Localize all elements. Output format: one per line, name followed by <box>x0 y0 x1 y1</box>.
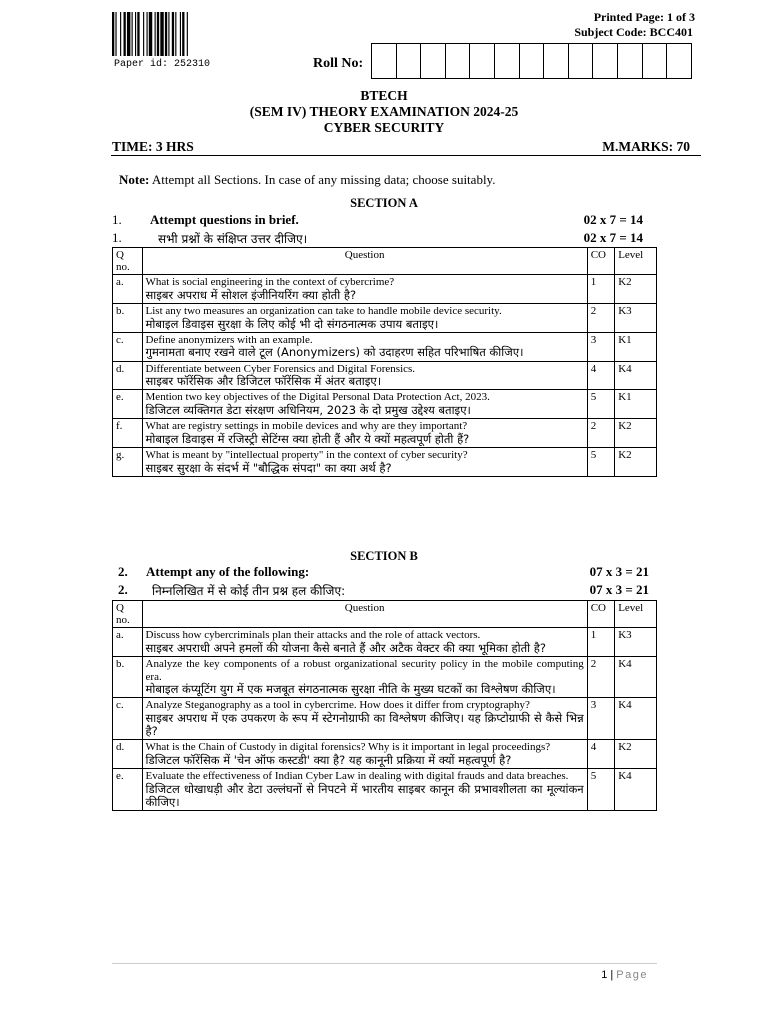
question-number: g. <box>113 448 143 477</box>
barcode-bar <box>112 12 114 56</box>
roll-no-box[interactable] <box>520 44 545 78</box>
section-b-number-hi: 2. <box>118 582 128 597</box>
printed-page: Printed Page: 1 of 3 <box>593 10 695 24</box>
question-number: d. <box>113 740 143 769</box>
roll-no-box[interactable] <box>618 44 643 78</box>
question-hindi: मोबाइल डिवाइस में रजिस्ट्री सेटिंग्स क्या होती हैं और ये क्यों महत्वपूर्ण होती हैं? <box>145 431 470 446</box>
footer-divider <box>112 963 657 964</box>
roll-no-box[interactable] <box>397 44 422 78</box>
question-english: List any two measures an organization can take to handle mobile device security. <box>145 304 502 317</box>
page-separator: | <box>607 969 617 981</box>
question-co: 2 <box>587 303 615 332</box>
section-a-marks: 02 x 7 = 14 <box>583 212 643 227</box>
section-a-number-hi: 1. <box>112 230 122 245</box>
roll-no-box[interactable] <box>593 44 618 78</box>
question-level: K2 <box>615 740 657 769</box>
question-co: 2 <box>587 656 615 698</box>
question-number: b. <box>113 303 143 332</box>
section-a-instruction-text: Attempt questions in brief. <box>150 212 299 227</box>
question-co: 1 <box>587 628 615 657</box>
paper-id: Paper id: 252310 <box>114 59 211 70</box>
question-hindi: डिजिटल धोखाधड़ी और डेटा उल्लंघनों से निपटने में भारतीय साइबर कानून की प्रभावशीलता का मूल्यांकन कीजिए। <box>145 781 584 810</box>
question-row <box>113 419 657 448</box>
note <box>119 172 495 188</box>
question-row <box>113 769 657 811</box>
question-co: 5 <box>587 390 615 419</box>
question-co: 3 <box>587 698 615 740</box>
question-english: Define anonymizers with an example. <box>145 333 313 346</box>
question-level: K4 <box>615 656 657 698</box>
question-english: Evaluate the effectiveness of Indian Cyber Law in dealing with digital frauds and data breaches. <box>145 770 569 783</box>
question-level: K3 <box>615 628 657 657</box>
question-row <box>113 698 657 740</box>
barcode-bar <box>160 12 163 56</box>
section-b-instruction-en <box>118 564 649 580</box>
question-co: 5 <box>587 769 615 811</box>
roll-no-box[interactable] <box>544 44 569 78</box>
section-b-number: 2. <box>118 564 128 579</box>
question-level: K4 <box>615 361 657 390</box>
roll-no-box[interactable] <box>667 44 692 78</box>
question-hindi: डिजिटल फॉरेंसिक में 'चेन ऑफ कस्टडी' क्या है? यह कानूनी प्रक्रिया में क्यों महत्वपूर्ण है? <box>145 753 512 768</box>
question-level: K2 <box>615 448 657 477</box>
barcode-bar <box>155 12 156 56</box>
question-hindi: गुमनामता बनाए रखने वाले टूल (Anonymizers) को उदाहरण सहित परिभाषित कीजिए। <box>145 345 524 360</box>
question-row <box>113 361 657 390</box>
section-a-instruction-en <box>112 212 643 228</box>
question-hindi: साइबर सुरक्षा के संदर्भ में "बौद्धिक संपदा" का क्या अर्थ है? <box>145 460 392 475</box>
note-label: Note: <box>119 172 150 187</box>
header-question: Question <box>142 248 587 275</box>
header-qno: Q no. <box>113 601 143 628</box>
barcode-bar <box>175 12 176 56</box>
note-text: Attempt all Sections. In case of any missing data; choose suitably. <box>151 172 496 187</box>
question-english: What are registry settings in mobile devices and why are they important? <box>145 420 468 433</box>
question-english: Differentiate between Cyber Forensics and Digital Forensics. <box>145 362 416 375</box>
page-number: 1 <box>601 969 608 981</box>
question-text <box>142 275 587 304</box>
question-english: Mention two key objectives of the Digital Personal Data Protection Act, 2023. <box>145 391 490 404</box>
time-label: TIME: 3 HRS <box>112 139 194 154</box>
barcode-bar <box>135 12 136 56</box>
header-qno: Q no. <box>113 248 143 275</box>
barcode-bar <box>115 12 116 56</box>
barcode-bar <box>165 12 167 56</box>
barcode-bar <box>120 12 121 56</box>
question-text <box>142 740 587 769</box>
question-english: What is social engineering in the context of cybercrime? <box>145 276 395 288</box>
subject-code: Subject Code: BCC401 <box>574 25 693 39</box>
header-question: Question <box>142 601 587 628</box>
header-level: Level <box>615 601 657 628</box>
roll-no-box[interactable] <box>643 44 668 78</box>
question-text <box>142 448 587 477</box>
question-co: 4 <box>587 740 615 769</box>
question-number: f. <box>113 419 143 448</box>
section-a-table <box>112 247 657 477</box>
roll-no-boxes[interactable] <box>371 43 692 79</box>
barcode <box>112 12 216 56</box>
question-row <box>113 390 657 419</box>
question-text <box>142 419 587 448</box>
question-number: c. <box>113 332 143 361</box>
question-number: d. <box>113 361 143 390</box>
roll-no-box[interactable] <box>372 44 397 78</box>
question-level: K4 <box>615 769 657 811</box>
page-word: Page <box>616 969 648 981</box>
question-co: 4 <box>587 361 615 390</box>
question-level: K1 <box>615 332 657 361</box>
question-level: K2 <box>615 275 657 304</box>
roll-no-box[interactable] <box>470 44 495 78</box>
roll-no-box[interactable] <box>446 44 471 78</box>
section-a-instruction-hindi: सभी प्रश्नों के संक्षिप्त उत्तर दीजिए। <box>158 232 308 246</box>
question-text <box>142 390 587 419</box>
question-hindi: साइबर अपराधी अपने हमलों की योजना कैसे बनाते हैं और अटैक वेक्टर की क्या भूमिका होती है? <box>145 640 546 655</box>
barcode-bar <box>137 12 139 56</box>
page-footer <box>601 969 648 981</box>
barcode-bar <box>149 12 152 56</box>
barcode-bar <box>143 12 144 56</box>
question-co: 5 <box>587 448 615 477</box>
header-co: CO <box>587 601 615 628</box>
barcode-bar <box>182 12 184 56</box>
question-number: b. <box>113 656 143 698</box>
barcode-bar <box>157 12 159 56</box>
question-hindi: मोबाइल कंप्यूटिंग युग में एक मजबूत संगठनात्मक सुरक्षा नीति के मुख्य घटकों का विश्लेषण कीजिए। <box>145 682 556 697</box>
question-level: K3 <box>615 303 657 332</box>
question-row <box>113 628 657 657</box>
table-header-row <box>113 248 657 275</box>
question-hindi: मोबाइल डिवाइस सुरक्षा के लिए कोई भी दो संगठनात्मक उपाय बताइए। <box>145 316 439 331</box>
roll-no-box[interactable] <box>421 44 446 78</box>
question-text <box>142 361 587 390</box>
question-co: 3 <box>587 332 615 361</box>
question-hindi: साइबर अपराध में सोशल इंजीनियरिंग क्या होती है? <box>145 287 357 302</box>
section-a-instruction-hi <box>112 230 643 246</box>
question-number: c. <box>113 698 143 740</box>
question-row <box>113 275 657 304</box>
question-hindi: साइबर फॉरेंसिक और डिजिटल फॉरेंसिक में अंतर बताइए। <box>145 374 382 389</box>
roll-no-label: Roll No: <box>313 56 364 71</box>
question-text <box>142 303 587 332</box>
barcode-bar <box>180 12 181 56</box>
section-b-instruction-text: Attempt any of the following: <box>146 564 310 579</box>
question-hindi: डिजिटल व्यक्तिगत डेटा संरक्षण अधिनियम, 2023 के दो प्रमुख उद्देश्य बताइए। <box>145 403 471 418</box>
question-hindi: साइबर अपराध में एक उपकरण के रूप में स्टेगनोग्राफी का विश्लेषण कीजिए। यह क्रिप्टोग्राफी से कैसे भिन्न है? <box>145 711 584 739</box>
question-row <box>113 740 657 769</box>
roll-no-box[interactable] <box>569 44 594 78</box>
question-level: K2 <box>615 419 657 448</box>
section-a-marks-hi: 02 x 7 = 14 <box>583 230 643 245</box>
section-b-instruction-hi <box>118 582 649 598</box>
max-marks-label: M.MARKS: 70 <box>602 139 690 154</box>
question-text <box>142 656 587 698</box>
barcode-bar <box>187 12 188 56</box>
section-b-instruction-hindi: निम्नलिखित में से कोई तीन प्रश्न हल कीजिए: <box>152 584 346 598</box>
section-b-table <box>112 600 657 811</box>
question-row <box>113 303 657 332</box>
degree-title: BTECH <box>360 88 408 103</box>
section-b-marks-hi: 07 x 3 = 21 <box>589 582 649 597</box>
question-english: What is meant by "intellectual property" in the context of cyber security? <box>145 449 468 462</box>
question-text <box>142 769 587 811</box>
header-level: Level <box>615 248 657 275</box>
barcode-bar <box>132 12 133 56</box>
roll-no-box[interactable] <box>495 44 520 78</box>
question-english: Analyze Steganography as a tool in cybercrime. How does it differ from cryptography? <box>145 699 530 712</box>
question-text <box>142 332 587 361</box>
table-header-row <box>113 601 657 628</box>
header-co: CO <box>587 248 615 275</box>
question-row <box>113 332 657 361</box>
question-co: 1 <box>587 275 615 304</box>
section-a-title: SECTION A <box>350 196 418 210</box>
question-number: e. <box>113 390 143 419</box>
question-number: e. <box>113 769 143 811</box>
section-a-number: 1. <box>112 212 122 227</box>
question-co: 2 <box>587 419 615 448</box>
barcode-bar <box>127 12 130 56</box>
barcode-bar <box>172 12 174 56</box>
question-row <box>113 656 657 698</box>
course-title: CYBER SECURITY <box>323 120 445 135</box>
barcode-bar <box>147 12 148 56</box>
question-text <box>142 698 587 740</box>
section-b-title: SECTION B <box>350 549 418 563</box>
header-divider <box>111 155 701 156</box>
question-row <box>113 448 657 477</box>
question-text <box>142 628 587 657</box>
question-english: Analyze the key components of a robust organizational security policy in the mobile computing era. <box>145 657 584 683</box>
exam-title: (SEM IV) THEORY EXAMINATION 2024-25 <box>249 104 519 119</box>
question-number: a. <box>113 275 143 304</box>
barcode-bar <box>168 12 169 56</box>
barcode-bar <box>124 12 126 56</box>
question-level: K4 <box>615 698 657 740</box>
question-level: K1 <box>615 390 657 419</box>
section-b-marks: 07 x 3 = 21 <box>589 564 649 579</box>
question-english: What is the Chain of Custody in digital forensics? Why is it important in legal proceedings? <box>145 741 551 754</box>
question-english: Discuss how cybercriminals plan their attacks and the role of attack vectors. <box>145 629 481 641</box>
question-number: a. <box>113 628 143 657</box>
